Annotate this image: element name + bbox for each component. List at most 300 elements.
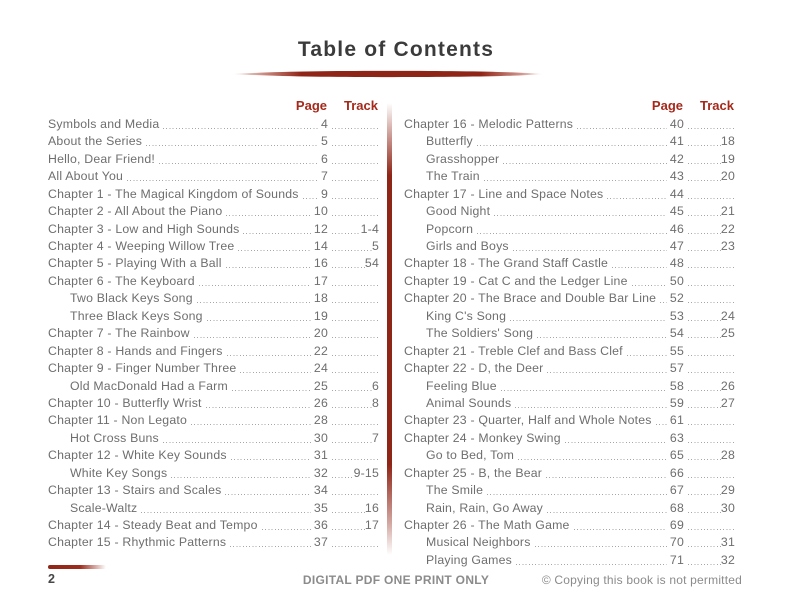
toc-entry [48, 500, 379, 517]
dot-leader [141, 512, 311, 513]
entry-page-number: 70 [669, 535, 684, 550]
entry-page-number: 42 [669, 151, 684, 166]
dot-leader [494, 215, 667, 216]
toc-entry [48, 221, 379, 238]
toc-entry [404, 447, 735, 464]
entry-page-number: 19 [313, 308, 328, 323]
toc-entry [404, 168, 735, 185]
toc-entry [48, 343, 379, 360]
entry-label: White Key Songs [70, 465, 168, 480]
column-header [48, 98, 379, 115]
dot-leader [688, 459, 721, 460]
dot-leader [688, 267, 735, 268]
entry-label: Chapter 24 - Monkey Swing [404, 430, 561, 445]
dot-leader [627, 355, 667, 356]
entry-label: Chapter 3 - Low and High Sounds [48, 221, 240, 236]
entry-track-section [684, 424, 735, 430]
entry-track-section [328, 378, 379, 395]
entry-track-section [684, 133, 735, 150]
dot-leader [163, 442, 311, 443]
entry-track-section [684, 151, 735, 168]
dot-leader [688, 215, 721, 216]
entry-label: Good Night [426, 204, 491, 219]
entry-page-number: 14 [313, 239, 328, 254]
entry-page-number: 36 [313, 518, 328, 533]
entry-page-number: 50 [669, 273, 684, 288]
dot-leader [688, 180, 721, 181]
entry-track-section [328, 517, 379, 534]
entry-track-number: 24 [720, 308, 735, 323]
entry-label: Rain, Rain, Go Away [426, 500, 544, 515]
entry-page-number: 69 [669, 518, 684, 533]
dot-leader [477, 233, 667, 234]
dot-leader [574, 529, 667, 530]
entry-track-section [684, 395, 735, 412]
entry-track-section [328, 302, 379, 308]
entry-page-number: 16 [313, 256, 328, 271]
entry-track-number: 17 [364, 518, 379, 533]
entry-label: Chapter 21 - Treble Clef and Bass Clef [404, 343, 623, 358]
entry-label: Chapter 8 - Hands and Fingers [48, 343, 223, 358]
entry-track-section [328, 320, 379, 326]
toc-entry [48, 482, 379, 499]
entry-label: All About You [48, 169, 124, 184]
entry-label: Musical Neighbors [426, 535, 531, 550]
dot-leader [332, 337, 379, 338]
toc-entry [48, 133, 379, 150]
header-track-label: Track [700, 98, 734, 113]
entry-track-section [328, 500, 379, 517]
entry-label: Chapter 23 - Quarter, Half and Whole Notes [404, 413, 652, 428]
entry-page-number: 20 [313, 326, 328, 341]
toc-rows-left [48, 116, 379, 552]
page-title: Table of Contents [297, 38, 495, 61]
entry-track-section [684, 355, 735, 361]
dot-leader [332, 407, 372, 408]
entry-track-section [684, 221, 735, 238]
entry-label: Chapter 4 - Weeping Willow Tree [48, 239, 235, 254]
entry-page-number: 43 [669, 169, 684, 184]
dot-leader [332, 198, 379, 199]
entry-label: Chapter 7 - The Rainbow [48, 326, 190, 341]
title-underline-swoosh [233, 70, 543, 78]
toc-entry [404, 238, 735, 255]
entry-page-number: 35 [313, 500, 328, 515]
entry-page-number: 7 [320, 169, 328, 184]
toc-entry [48, 116, 379, 133]
dot-leader [537, 337, 667, 338]
dot-leader [332, 233, 361, 234]
entry-label: Chapter 18 - The Grand Staff Castle [404, 256, 609, 271]
toc-entry [404, 256, 735, 273]
toc-entry [48, 447, 379, 464]
dot-leader [226, 215, 311, 216]
toc-entry [48, 238, 379, 255]
entry-label: Chapter 5 - Playing With a Ball [48, 256, 222, 271]
entry-track-section [328, 255, 379, 272]
entry-page-number: 54 [669, 326, 684, 341]
dot-leader [688, 512, 721, 513]
entry-page-number: 4 [320, 116, 328, 131]
entry-page-number: 22 [313, 343, 328, 358]
dot-leader [303, 198, 318, 199]
entry-label: Scale-Waltz [70, 500, 138, 515]
toc-entry [404, 203, 735, 220]
entry-label: Chapter 11 - Non Legato [48, 413, 188, 428]
toc-rows-right [404, 116, 735, 569]
toc-entry [48, 308, 379, 325]
entry-label: Chapter 19 - Cat C and the Ledger Line [404, 273, 628, 288]
entry-label: Chapter 20 - The Brace and Double Bar Line [404, 291, 657, 306]
entry-label: The Train [426, 169, 480, 184]
entry-label: Chapter 16 - Melodic Patterns [404, 116, 574, 131]
dot-leader [688, 285, 735, 286]
toc-entry [48, 360, 379, 377]
dot-leader [163, 128, 318, 129]
toc-entry [48, 186, 379, 203]
entry-page-number: 17 [313, 273, 328, 288]
entry-label: Chapter 22 - D, the Deer [404, 361, 544, 376]
dot-leader [332, 267, 365, 268]
entry-track-section [684, 267, 735, 273]
entry-track-number: 5 [371, 239, 379, 254]
toc-entry [404, 221, 735, 238]
entry-label: Chapter 17 - Line and Space Notes [404, 186, 604, 201]
entry-page-number: 63 [669, 430, 684, 445]
entry-page-number: 61 [669, 413, 684, 428]
entry-track-section [328, 355, 379, 361]
entry-page-number: 47 [669, 239, 684, 254]
toc-entry [48, 430, 379, 447]
dot-leader [688, 442, 735, 443]
entry-track-section [328, 198, 379, 204]
dot-leader [332, 320, 379, 321]
dot-leader [518, 459, 667, 460]
entry-page-number: 44 [669, 186, 684, 201]
entry-page-number: 45 [669, 204, 684, 219]
entry-label: Butterfly [426, 134, 473, 149]
entry-page-number: 40 [669, 116, 684, 131]
toc-entry [404, 552, 735, 569]
toc-column-right [404, 98, 735, 569]
dot-leader [688, 233, 721, 234]
entry-track-number: 6 [371, 378, 379, 393]
entry-track-number: 8 [371, 395, 379, 410]
dot-leader [171, 477, 311, 478]
entry-track-section [328, 337, 379, 343]
dot-leader [332, 250, 372, 251]
entry-label: Chapter 26 - The Math Game [404, 518, 570, 533]
entry-track-number: 54 [364, 256, 379, 271]
toc-entry [48, 273, 379, 290]
entry-page-number: 58 [669, 378, 684, 393]
dot-leader [516, 564, 667, 565]
entry-track-number: 29 [720, 483, 735, 498]
toc-entry [404, 186, 735, 203]
dot-leader [688, 302, 735, 303]
dot-leader [332, 546, 379, 547]
entry-track-section [328, 180, 379, 186]
header-page-label: Page [295, 98, 327, 113]
entry-track-number: 26 [720, 378, 735, 393]
entry-track-number: 22 [720, 221, 735, 236]
toc-column-left [48, 98, 379, 552]
dot-leader [487, 494, 667, 495]
dot-leader [243, 233, 310, 234]
entry-page-number: 55 [669, 343, 684, 358]
dot-leader [332, 302, 379, 303]
entry-label: Three Black Keys Song [70, 308, 203, 323]
entry-page-number: 10 [313, 204, 328, 219]
dot-leader [515, 407, 667, 408]
dot-leader [688, 250, 721, 251]
entry-track-number: 30 [720, 500, 735, 515]
entry-label: Hot Cross Buns [70, 430, 159, 445]
dot-leader [607, 198, 667, 199]
footer-center-text: DIGITAL PDF ONE PRINT ONLY [302, 573, 490, 587]
dot-leader [546, 477, 667, 478]
dot-leader [688, 163, 721, 164]
entry-label: Chapter 13 - Stairs and Scales [48, 483, 222, 498]
entry-label: Go to Bed, Tom [426, 448, 515, 463]
dot-leader [206, 407, 311, 408]
toc-entry [404, 133, 735, 150]
entry-label: Chapter 1 - The Magical Kingdom of Sounds [48, 186, 299, 201]
dot-leader [688, 390, 721, 391]
dot-leader [226, 267, 311, 268]
entry-label: Symbols and Media [48, 116, 160, 131]
dot-leader [197, 302, 311, 303]
entry-track-number: 27 [720, 395, 735, 410]
entry-label: Girls and Boys [426, 239, 509, 254]
dot-leader [231, 459, 311, 460]
entry-track-number: 9-15 [353, 465, 379, 480]
toc-entry [404, 343, 735, 360]
dot-leader [191, 424, 311, 425]
entry-track-number: 28 [720, 448, 735, 463]
entry-track-section [684, 203, 735, 220]
entry-page-number: 67 [669, 483, 684, 498]
entry-page-number: 65 [669, 448, 684, 463]
dot-leader [332, 494, 379, 495]
header-track-label: Track [344, 98, 378, 113]
entry-track-section [684, 378, 735, 395]
entry-page-number: 6 [320, 151, 328, 166]
entry-label: Feeling Blue [426, 378, 497, 393]
dot-leader [547, 512, 667, 513]
dot-leader [207, 320, 311, 321]
entry-track-section [684, 482, 735, 499]
entry-label: About the Series [48, 134, 143, 149]
dot-leader [688, 128, 735, 129]
entry-page-number: 9 [320, 186, 328, 201]
entry-track-number: 21 [720, 204, 735, 219]
entry-track-section [328, 430, 379, 447]
footer-copyright-text: © Copying this book is not permitted [541, 573, 742, 587]
column-header [404, 98, 735, 115]
entry-label: Hello, Dear Friend! [48, 151, 155, 166]
toc-entry [48, 395, 379, 412]
entry-page-number: 32 [313, 465, 328, 480]
entry-track-section [328, 163, 379, 169]
entry-label: Animal Sounds [426, 395, 512, 410]
toc-entry [48, 203, 379, 220]
dot-leader [484, 180, 667, 181]
toc-entry [404, 290, 735, 307]
toc-entry [48, 517, 379, 534]
entry-label: Popcorn [426, 221, 474, 236]
toc-entry [404, 325, 735, 342]
toc-entry [48, 151, 379, 168]
header-page-label: Page [651, 98, 683, 113]
dot-leader [688, 424, 735, 425]
entry-track-section [328, 221, 379, 238]
dot-leader [332, 529, 365, 530]
dot-leader [332, 477, 354, 478]
dot-leader [688, 564, 721, 565]
entry-track-section [684, 238, 735, 255]
toc-entry [48, 256, 379, 273]
toc-entry [404, 116, 735, 133]
entry-page-number: 68 [669, 500, 684, 515]
toc-entry [48, 465, 379, 482]
dot-leader [688, 407, 721, 408]
dot-leader [660, 302, 667, 303]
entry-track-number: 18 [720, 134, 735, 149]
toc-entry [404, 482, 735, 499]
entry-page-number: 5 [320, 134, 328, 149]
dot-leader [332, 285, 379, 286]
dot-leader [199, 285, 311, 286]
entry-page-number: 52 [669, 291, 684, 306]
entry-track-number: 31 [720, 535, 735, 550]
toc-entry [404, 151, 735, 168]
entry-page-number: 12 [313, 221, 328, 236]
entry-track-section [684, 552, 735, 569]
entry-track-section [684, 447, 735, 464]
entry-page-number: 31 [313, 448, 328, 463]
dot-leader [225, 494, 310, 495]
footer-accent-rule [48, 565, 106, 569]
toc-entry [48, 412, 379, 429]
entry-track-number: 7 [371, 430, 379, 445]
entry-track-section [684, 325, 735, 342]
entry-page-number: 24 [313, 361, 328, 376]
dot-leader [688, 198, 735, 199]
toc-entry [48, 168, 379, 185]
entry-page-number: 41 [669, 134, 684, 149]
entry-label: Chapter 25 - B, the Bear [404, 465, 543, 480]
dot-leader [688, 372, 735, 373]
toc-entry [404, 378, 735, 395]
entry-label: Chapter 15 - Rhythmic Patterns [48, 535, 227, 550]
dot-leader [503, 163, 667, 164]
entry-track-section [328, 395, 379, 412]
dot-leader [632, 285, 667, 286]
dot-leader [547, 372, 666, 373]
entry-page-number: 37 [313, 535, 328, 550]
entry-track-number: 32 [720, 552, 735, 567]
entry-track-number: 19 [720, 151, 735, 166]
entry-track-section [684, 534, 735, 551]
entry-page-number: 18 [313, 291, 328, 306]
toc-entry [404, 308, 735, 325]
entry-track-number: 16 [364, 500, 379, 515]
toc-entry [404, 500, 735, 517]
dot-leader [194, 337, 311, 338]
dot-leader [332, 215, 379, 216]
dot-leader [159, 163, 318, 164]
dot-leader [238, 250, 311, 251]
entry-label: The Smile [426, 483, 484, 498]
toc-entry [404, 360, 735, 377]
toc-entry [404, 517, 735, 534]
entry-label: Chapter 2 - All About the Piano [48, 204, 223, 219]
entry-page-number: 48 [669, 256, 684, 271]
dot-leader [127, 180, 318, 181]
dot-leader [332, 372, 379, 373]
entry-label: Chapter 10 - Butterfly Wrist [48, 395, 202, 410]
dot-leader [688, 529, 735, 530]
dot-leader [146, 145, 318, 146]
dot-leader [227, 355, 311, 356]
dot-leader [332, 390, 372, 391]
dot-leader [565, 442, 667, 443]
entry-label: Old MacDonald Had a Farm [70, 378, 228, 393]
entry-page-number: 26 [313, 395, 328, 410]
entry-track-number: 20 [720, 169, 735, 184]
dot-leader [332, 442, 372, 443]
entry-page-number: 53 [669, 308, 684, 323]
dot-leader [332, 180, 379, 181]
entry-label: Grasshopper [426, 151, 500, 166]
entry-track-section [328, 465, 379, 482]
toc-entry [48, 535, 379, 552]
toc-entry [48, 378, 379, 395]
dot-leader [240, 372, 310, 373]
dot-leader [510, 320, 667, 321]
dot-leader [688, 546, 721, 547]
entry-label: Chapter 6 - The Keyboard [48, 273, 195, 288]
entry-track-number: 23 [720, 239, 735, 254]
dot-leader [612, 267, 667, 268]
dot-leader [501, 390, 667, 391]
entry-label: Chapter 9 - Finger Number Three [48, 361, 237, 376]
toc-entry [404, 395, 735, 412]
dot-leader [577, 128, 667, 129]
entry-page-number: 25 [313, 378, 328, 393]
toc-entry [404, 273, 735, 290]
dot-leader [513, 250, 667, 251]
footer-page-number: 2 [48, 572, 55, 586]
dot-leader [230, 546, 311, 547]
entry-track-number: 25 [720, 326, 735, 341]
entry-track-number: 1-4 [360, 221, 379, 236]
entry-page-number: 30 [313, 430, 328, 445]
entry-track-section [328, 546, 379, 552]
entry-label: Chapter 14 - Steady Beat and Tempo [48, 518, 258, 533]
dot-leader [332, 355, 379, 356]
dot-leader [656, 424, 667, 425]
entry-track-section [684, 168, 735, 185]
dot-leader [332, 459, 379, 460]
dot-leader [688, 145, 721, 146]
entry-page-number: 46 [669, 221, 684, 236]
entry-page-number: 28 [313, 413, 328, 428]
dot-leader [332, 128, 379, 129]
dot-leader [688, 494, 721, 495]
entry-label: The Soldiers' Song [426, 326, 534, 341]
